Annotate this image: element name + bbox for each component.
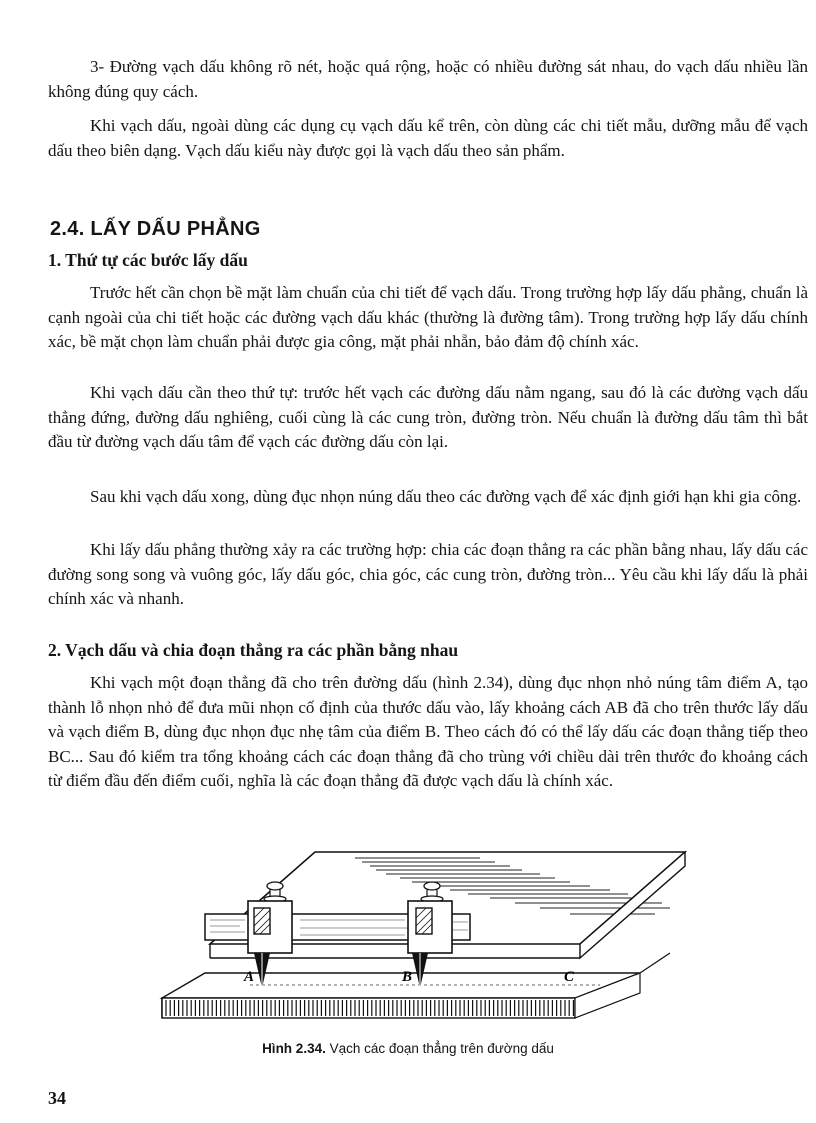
paragraph-choose-datum: Trước hết cần chọn bề mặt làm chuẩn của chi tiết để vạch dấu. Trong trường hợp lấy dấu phẳng, chuẩn là cạnh ngoài của chi tiết hoặc các đường vạch dấu khác (thường là đường tâm). Trong trường hợp lấy dấu chính xác, bề mặt chọn làm chuẩn phải được gia công, mặt phải nhẵn, bảo đảm độ chính xác. <box>48 283 808 351</box>
figure-marking-gauge <box>150 848 690 1030</box>
paragraph-dividing-segments: Khi vạch một đoạn thẳng đã cho trên đường dấu (hình 2.34), dùng đục nhọn nhỏ núng tâm điểm A, tạo thành lỗ nhọn nhỏ để đưa mũi nhọn cố định của thước dấu vào, lấy khoảng cách AB đã cho trên thước lấy dấu và vạch điểm B, dùng đục nhọn đục nhẹ tâm của điểm B. Theo cách đó có thể lấy dấu các đoạn thẳng tiếp theo BC... Sau đó kiểm tra tổng khoảng cách các đoạn thẳng đã cho trùng với chiều dài trên thước đo khoảng cách từ điểm đầu đến điểm cuối, nghĩa là các đoạn thẳng đã được vạch dấu là chính xác. <box>48 673 808 790</box>
paragraph-template-marking: Khi vạch dấu, ngoài dùng các dụng cụ vạch dấu kể trên, còn dùng các chi tiết mẫu, dưỡng mẫu để vạch dấu theo biên dạng. Vạch dấu kiểu này được gọi là vạch dấu theo sản phẩm. <box>48 116 808 160</box>
figure-caption-number: Hình 2.34. <box>262 1041 326 1056</box>
paragraph-marking-order: Khi vạch dấu cần theo thứ tự: trước hết vạch các đường dấu nằm ngang, sau đó là các đường vạch dấu thẳng đứng, đường dấu nghiêng, cuối cùng là các cung tròn, đường tròn. Nếu chuẩn là đường dấu tâm thì bắt đầu từ đường vạch dấu tâm để vạch các đường dấu còn lại. <box>48 383 808 451</box>
figure-caption-text: Vạch các đoạn thẳng trên đường dấu <box>329 1041 554 1056</box>
section-title: 2.4. LẤY DẤU PHẲNG <box>50 218 261 240</box>
figure-label-b: B <box>402 969 413 985</box>
page-number: 34 <box>48 1088 66 1108</box>
subsection-2-title: 2. Vạch dấu và chia đoạn thẳng ra các phần bằng nhau <box>48 640 459 660</box>
subsection-1-title: 1. Thứ tự các bước lấy dấu <box>48 250 248 270</box>
clamp-a <box>248 882 292 988</box>
figure-label-a: A <box>244 969 255 985</box>
paragraph-defect-3: 3- Đường vạch dấu không rõ nét, hoặc quá rộng, hoặc có nhiều đường sát nhau, do vạch dấu nhiều lần không đúng quy cách. <box>48 57 808 101</box>
paragraph-cases: Khi lấy dấu phẳng thường xảy ra các trường hợp: chia các đoạn thẳng ra các phần bằng nhau, lấy dấu các đường song song và vuông góc, lấy dấu góc, chia góc, các cung tròn, đường tròn... Yêu cầu khi lấy dấu là phải chính xác và nhanh. <box>48 540 808 608</box>
paragraph-punch-marks: Sau khi vạch dấu xong, dùng đục nhọn núng dấu theo các đường vạch để xác định giới hạn khi gia công. <box>90 487 802 506</box>
figure-caption <box>0 1041 816 1056</box>
figure-label-c: C <box>564 969 575 985</box>
ruler-scale <box>162 998 575 1018</box>
